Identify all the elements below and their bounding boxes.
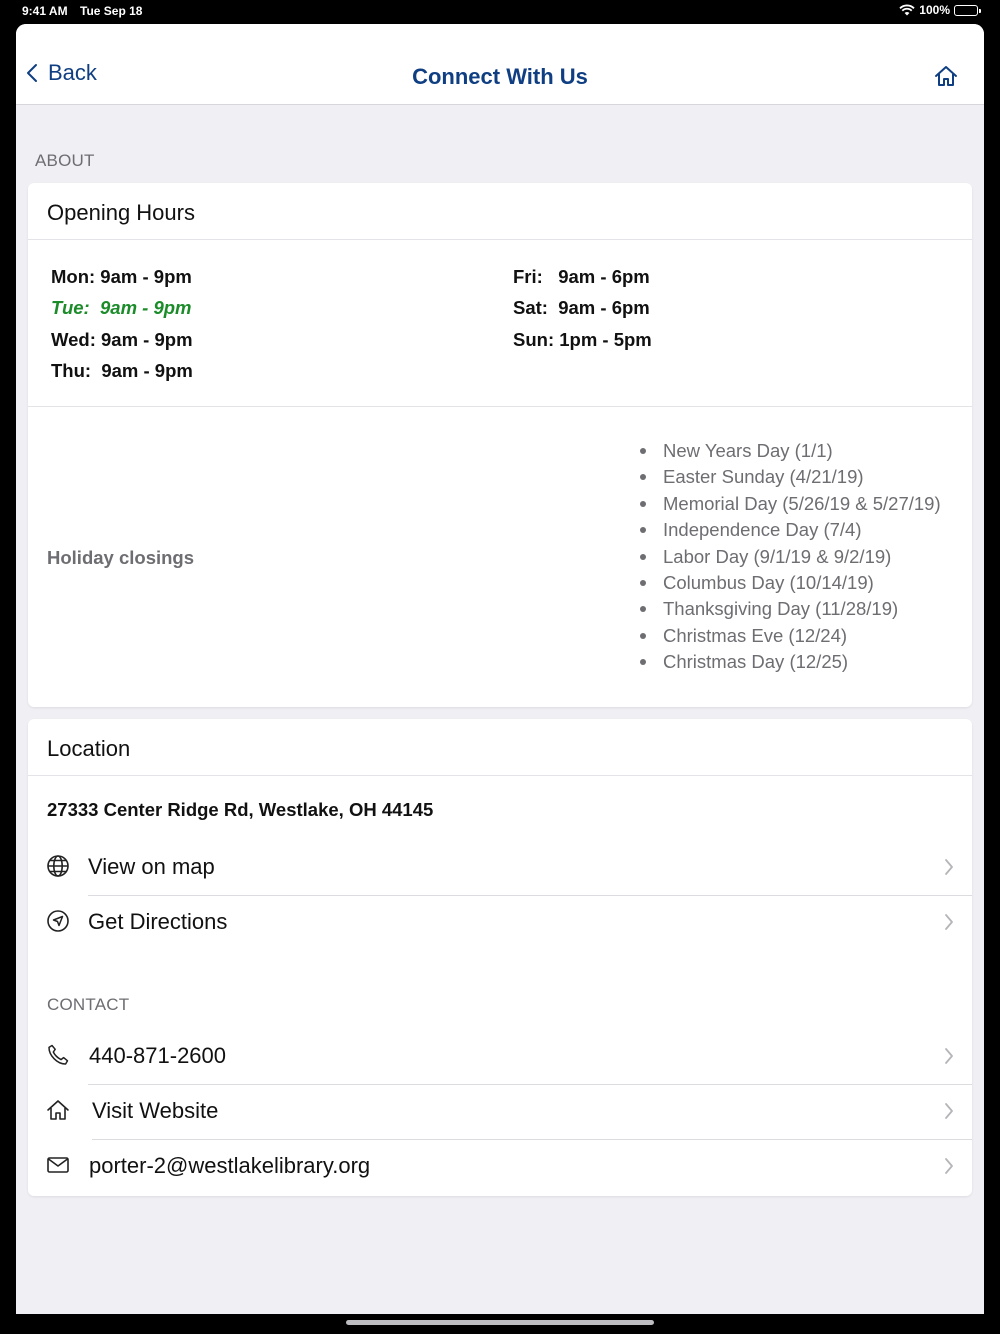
holiday-item: Easter Sunday (4/21/19) [640,466,941,492]
opening-hours-card [28,183,972,707]
hours-thu: Thu: 9am - 9pm [51,360,193,381]
holiday-item: Labor Day (9/1/19 & 9/2/19) [640,546,941,572]
get-directions-row[interactable] [28,895,972,950]
chevron-right-icon [944,858,954,876]
home-indicator[interactable] [346,1320,654,1325]
chevron-right-icon [944,1047,954,1065]
chevron-right-icon [944,1157,954,1175]
holiday-item: Christmas Eve (12/24) [640,625,941,651]
holiday-closings-label: Holiday closings [47,547,195,568]
visit-website-row[interactable] [28,1084,972,1139]
home-icon [934,65,958,87]
holiday-item: New Years Day (1/1) [640,440,941,466]
hours-mon: Mon: 9am - 9pm [51,266,192,287]
home-icon [46,1098,70,1122]
status-time: 9:41 AM [22,4,68,18]
holiday-item: Independence Day (7/4) [640,519,941,545]
page-title: Connect With Us [412,64,588,89]
wifi-icon [899,4,915,16]
email-row[interactable] [28,1139,972,1194]
navigation-arrow-icon [46,909,70,933]
hours-grid [28,240,972,407]
location-card [28,719,972,1196]
globe-icon [46,854,70,878]
home-button[interactable] [934,65,958,92]
phone-number: 440-871-2600 [89,1043,227,1068]
holiday-item: Memorial Day (5/26/19 & 5/27/19) [640,493,941,519]
envelope-icon [46,1153,70,1177]
holiday-item: Christmas Day (12/25) [640,651,941,677]
email-address: porter-2@westlakelibrary.org [89,1153,371,1178]
holiday-item: Columbus Day (10/14/19) [640,572,941,598]
status-date: Tue Sep 18 [80,4,143,18]
screen [16,24,984,1314]
hours-wed: Wed: 9am - 9pm [51,329,193,350]
phone-icon [46,1043,70,1067]
address-text: 27333 Center Ridge Rd, Westlake, OH 44145 [47,799,434,820]
hours-sat: Sat: 9am - 6pm [513,297,650,318]
location-title: Location [28,719,972,776]
holiday-item: Thanksgiving Day (11/28/19) [640,598,941,624]
view-on-map-label: View on map [88,854,215,879]
chevron-right-icon [944,913,954,931]
back-label: Back [48,60,97,85]
hours-tue-today: Tue: 9am - 9pm [51,297,192,318]
get-directions-label: Get Directions [88,909,228,934]
contact-section-label: CONTACT [47,995,130,1014]
visit-website-label: Visit Website [92,1098,219,1123]
about-section-label: ABOUT [35,151,95,170]
nav-bar [16,24,984,105]
holiday-closings [28,407,972,707]
hours-fri: Fri: 9am - 6pm [513,266,650,287]
opening-hours-title: Opening Hours [28,183,972,240]
battery-icon [954,5,978,16]
battery-percent: 100% [919,3,950,17]
status-bar [0,0,1000,24]
phone-row[interactable] [28,1029,972,1084]
view-on-map-row[interactable] [28,840,972,895]
status-right [899,3,978,17]
holiday-list [640,440,941,678]
chevron-right-icon [944,1102,954,1120]
hours-sun: Sun: 1pm - 5pm [513,329,652,350]
